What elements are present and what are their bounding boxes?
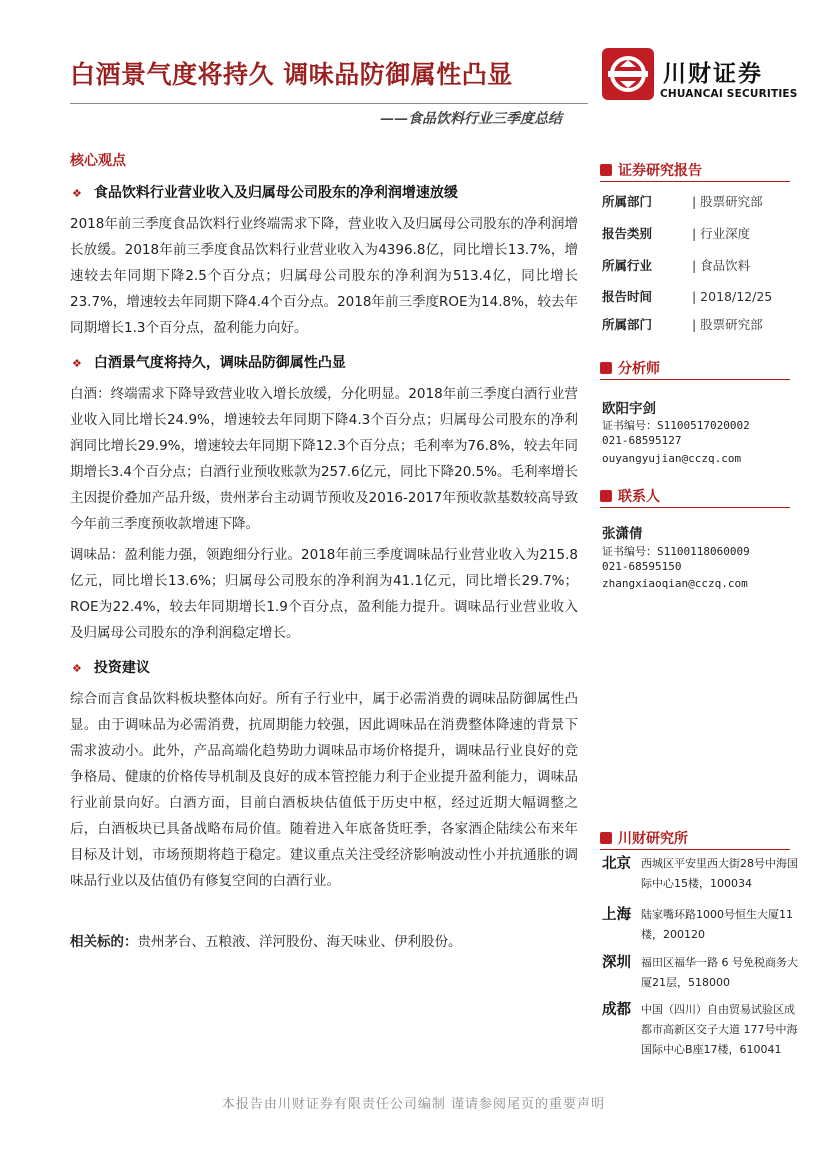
section-heading: ❖ 白酒景气度将持久，调味品防御属性凸显 [72, 355, 346, 371]
paragraph: 综合而言食品饮料板块整体向好。所有子行业中，属于必需消费的调味品防御属性凸显。由于调味品为必需消费，抗周期能力较强，因此调味品在消费整体降速的背景下需求波动小。此外，产品高端化趋势助力调味品市场价格提升，调味品行业良好的竞争格局、健康的价格传导机制及良好的成本管控能力利于企业提升盈利能力，调味品行业前景向好。白酒方面，目前白酒板块估值低于历史中枢，经过近期大幅调整之后，白酒板块已具备战略布局价值。随着进入年底备货旺季，各家酒企陆续公布来年目标及计划，市场预期将趋于稳定。建议重点关注受经济影响波动性小并抗通胀的调味品行业以及估值仍有修复空间的白酒行业。 [70, 691, 578, 889]
sidebar-divider [600, 181, 790, 182]
square-bullet-icon [600, 164, 612, 176]
office-address: 福田区福华一路 6 号免税商务大厦21层，518000 [641, 956, 798, 989]
office-city: 深圳 [602, 955, 631, 971]
info-row: 所属部门 | 股票研究部 [602, 317, 763, 332]
office-address: 中国（四川）自由贸易试验区成都市高新区交子大道 177号中海国际中心B座17楼，610041 [641, 1003, 798, 1056]
sidebar-divider [600, 849, 790, 850]
title-divider [70, 103, 588, 104]
institute-heading: 川财研究所 [600, 828, 688, 848]
diamond-bullet-icon: ❖ [72, 187, 82, 200]
square-bullet-icon [600, 490, 612, 502]
sidebar-divider [600, 507, 790, 508]
contact-phone: 021-68595150 [602, 560, 682, 573]
paragraph: 调味品：盈利能力强，领跑细分行业。2018年前三季度调味品行业营业收入为215.8亿元，同比增长13.6%；归属母公司股东的净利润为41.1亿元，同比增长29.7%；ROE为22.4%，较去年同期增长1.9个百分点，盈利能力提升。调味品行业营业收入及归属母公司股东的净利润稳定增长。 [70, 547, 578, 641]
company-logo-icon [602, 48, 654, 100]
info-row: 所属部门 | 股票研究部 [602, 194, 763, 209]
analyst-email[interactable]: ouyangyujian@cczq.com [602, 452, 742, 465]
paragraph: 白酒：终端需求下降导致营业收入增长放缓，分化明显。2018年前三季度白酒行业营业收入同比增长24.9%，增速较去年同期下降4.3个百分点；归属母公司股东的净利润同比增长29.9%，增速较去年同期下降12.3个百分点；毛利率为76.8%，较去年同期增长3.4个百分点；白酒行业预收账款为257.6亿元，同比下降20.5%。毛利率增长主因提价叠加产品升级，贵州茅台主动调节预收及2016-2017年预收款基数较高导致今年前三季度预收款增速下降。 [70, 386, 579, 532]
office-address: 陆家嘴环路1000号恒生大厦11楼，200120 [641, 908, 793, 941]
section-heading: ❖ 投资建议 [72, 660, 150, 676]
info-row: 报告类别 | 行业深度 [602, 226, 751, 241]
report-subtitle: ——食品饮料行业三季度总结 [380, 111, 562, 127]
office-address: 西城区平安里西大街28号中海国际中心15楼，100034 [641, 857, 798, 890]
square-bullet-icon [600, 832, 612, 844]
office-city: 上海 [602, 907, 631, 923]
related-label: 相关标的： [70, 934, 138, 950]
info-row: 报告时间 | 2018/12/25 [602, 289, 773, 304]
analyst-heading: 分析师 [600, 358, 660, 378]
contact-cert: 证书编号：S1100118060009 [602, 545, 750, 558]
related-stocks [70, 930, 462, 950]
related-value: 贵州茅台、五粮液、洋河股份、海天味业、伊利股份。 [137, 934, 462, 950]
core-views-title: 核心观点 [70, 153, 126, 169]
section-heading: ❖ 食品饮料行业营业收入及归属母公司股东的净利润增速放缓 [72, 185, 458, 201]
analyst-phone: 021-68595127 [602, 434, 682, 447]
office-city: 成都 [602, 1002, 631, 1018]
company-logo-name: 川财证券 [663, 61, 763, 87]
diamond-bullet-icon: ❖ [72, 662, 82, 675]
contact-heading: 联系人 [600, 486, 660, 506]
square-bullet-icon [600, 362, 612, 374]
office-city: 北京 [602, 856, 631, 872]
info-row: 所属行业 | 食品饮料 [602, 258, 751, 273]
contact-email[interactable]: zhangxiaoqian@cczq.com [602, 577, 748, 590]
paragraph: 2018年前三季度食品饮料行业终端需求下降，营业收入及归属母公司股东的净利润增长放缓。2018年前三季度食品饮料行业营业收入为4396.8亿，同比增长13.7%，增速较去年同期下降2.5个百分点；归属母公司股东的净利润为513.4亿，同比增长23.7%，增速较去年同期下降4.4个百分点。2018年前三季度ROE为14.8%，较去年同期增长1.3个百分点，盈利能力向好。 [70, 216, 578, 336]
contact-name: 张潇倩 [602, 526, 643, 542]
report-title: 白酒景气度将持久 调味品防御属性凸显 [70, 60, 513, 89]
report-type-heading: 证券研究报告 [600, 160, 702, 180]
analyst-name: 欧阳宇剑 [602, 401, 656, 417]
page-footer: 本报告由川财证券有限责任公司编制 谨请参阅尾页的重要声明 [221, 1097, 606, 1112]
analyst-cert: 证书编号：S1100517020002 [602, 419, 750, 432]
sidebar-divider [600, 379, 790, 380]
company-logo-english: CHUANCAI SECURITIES [660, 88, 798, 100]
diamond-bullet-icon: ❖ [72, 357, 82, 370]
